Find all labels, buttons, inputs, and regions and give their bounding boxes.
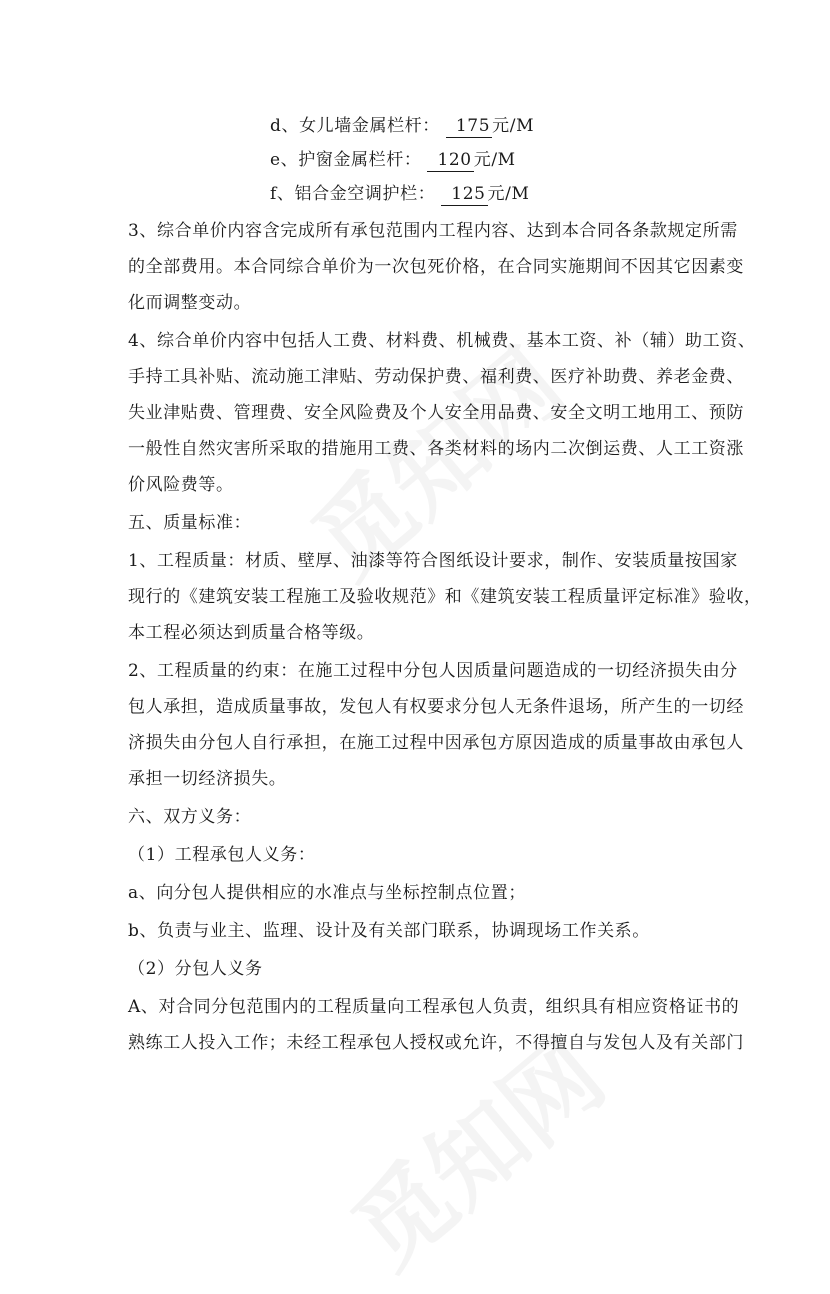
price-item-d: d、女儿墙金属栏杆： 175 元/M bbox=[270, 116, 535, 136]
document-body bbox=[128, 109, 762, 1061]
contractor-duty-a: a、向分包人提供相应的水准点与坐标控制点位置； bbox=[128, 883, 526, 903]
subcontractor-duty-a: A、对合同分包范围内的工程质量向工程承包人负责，组织具有相应资格证书的 熟练工人投入工作；未经工程承包人授权或允许，不得擅自与发包人及有关部门 bbox=[128, 997, 744, 1053]
quality-item-2: 2、工程质量的约束：在施工过程中分包人因质量问题造成的一切经济损失由分 包人承担，造成质量事故，发包人有权要求分包人无条件退场，所产生的一切经 济损失由分包人自行承担，在施工过程中因承包方原因造成的质量事故由承包人 承担一切经济损失。 bbox=[128, 661, 744, 789]
paragraph-3: 3、综合单价内容含完成所有承包范围内工程内容、达到本合同各条款规定所需 的全部费用。本合同综合单价为一次包死价格，在合同实施期间不因其它因素变 化而调整变动。 bbox=[128, 221, 744, 313]
paragraph-4: 4、综合单价内容中包括人工费、材料费、机械费、基本工资、补（辅）助工资、 手持工具补贴、流动施工津贴、劳动保护费、福利费、医疗补助费、养老金费、 失业津贴费、管理费、安全风险费及个人安全用品费、安全文明工地用工、预防 一般性自然灾害所采取的措施用工费、各类材料的场内二次倒运费、人工工资涨 价风险费等。 bbox=[128, 331, 756, 495]
subcontractor-duties-heading: （2）分包人义务 bbox=[128, 959, 263, 979]
section-5-heading: 五、质量标准： bbox=[128, 513, 252, 533]
price-value: 120 bbox=[427, 149, 473, 172]
quality-item-1: 1、工程质量：材质、壁厚、油漆等符合图纸设计要求，制作、安装质量按国家 现行的《建筑安装工程施工及验收规范》和《建筑安装工程质量评定标准》验收， 本工程必须达到质量合格等级。 bbox=[128, 551, 762, 643]
price-item-e: e、护窗金属栏杆： 120 元/M bbox=[270, 150, 516, 170]
price-value: 125 bbox=[441, 183, 487, 206]
price-item-f: f、铝合金空调护栏： 125 元/M bbox=[270, 184, 530, 204]
section-6-heading: 六、双方义务： bbox=[128, 807, 252, 827]
contractor-duties-heading: （1）工程承包人义务： bbox=[128, 845, 316, 865]
contractor-duty-b: b、负责与业主、监理、设计及有关部门联系，协调现场工作关系。 bbox=[128, 921, 650, 941]
price-value: 175 bbox=[446, 115, 492, 138]
